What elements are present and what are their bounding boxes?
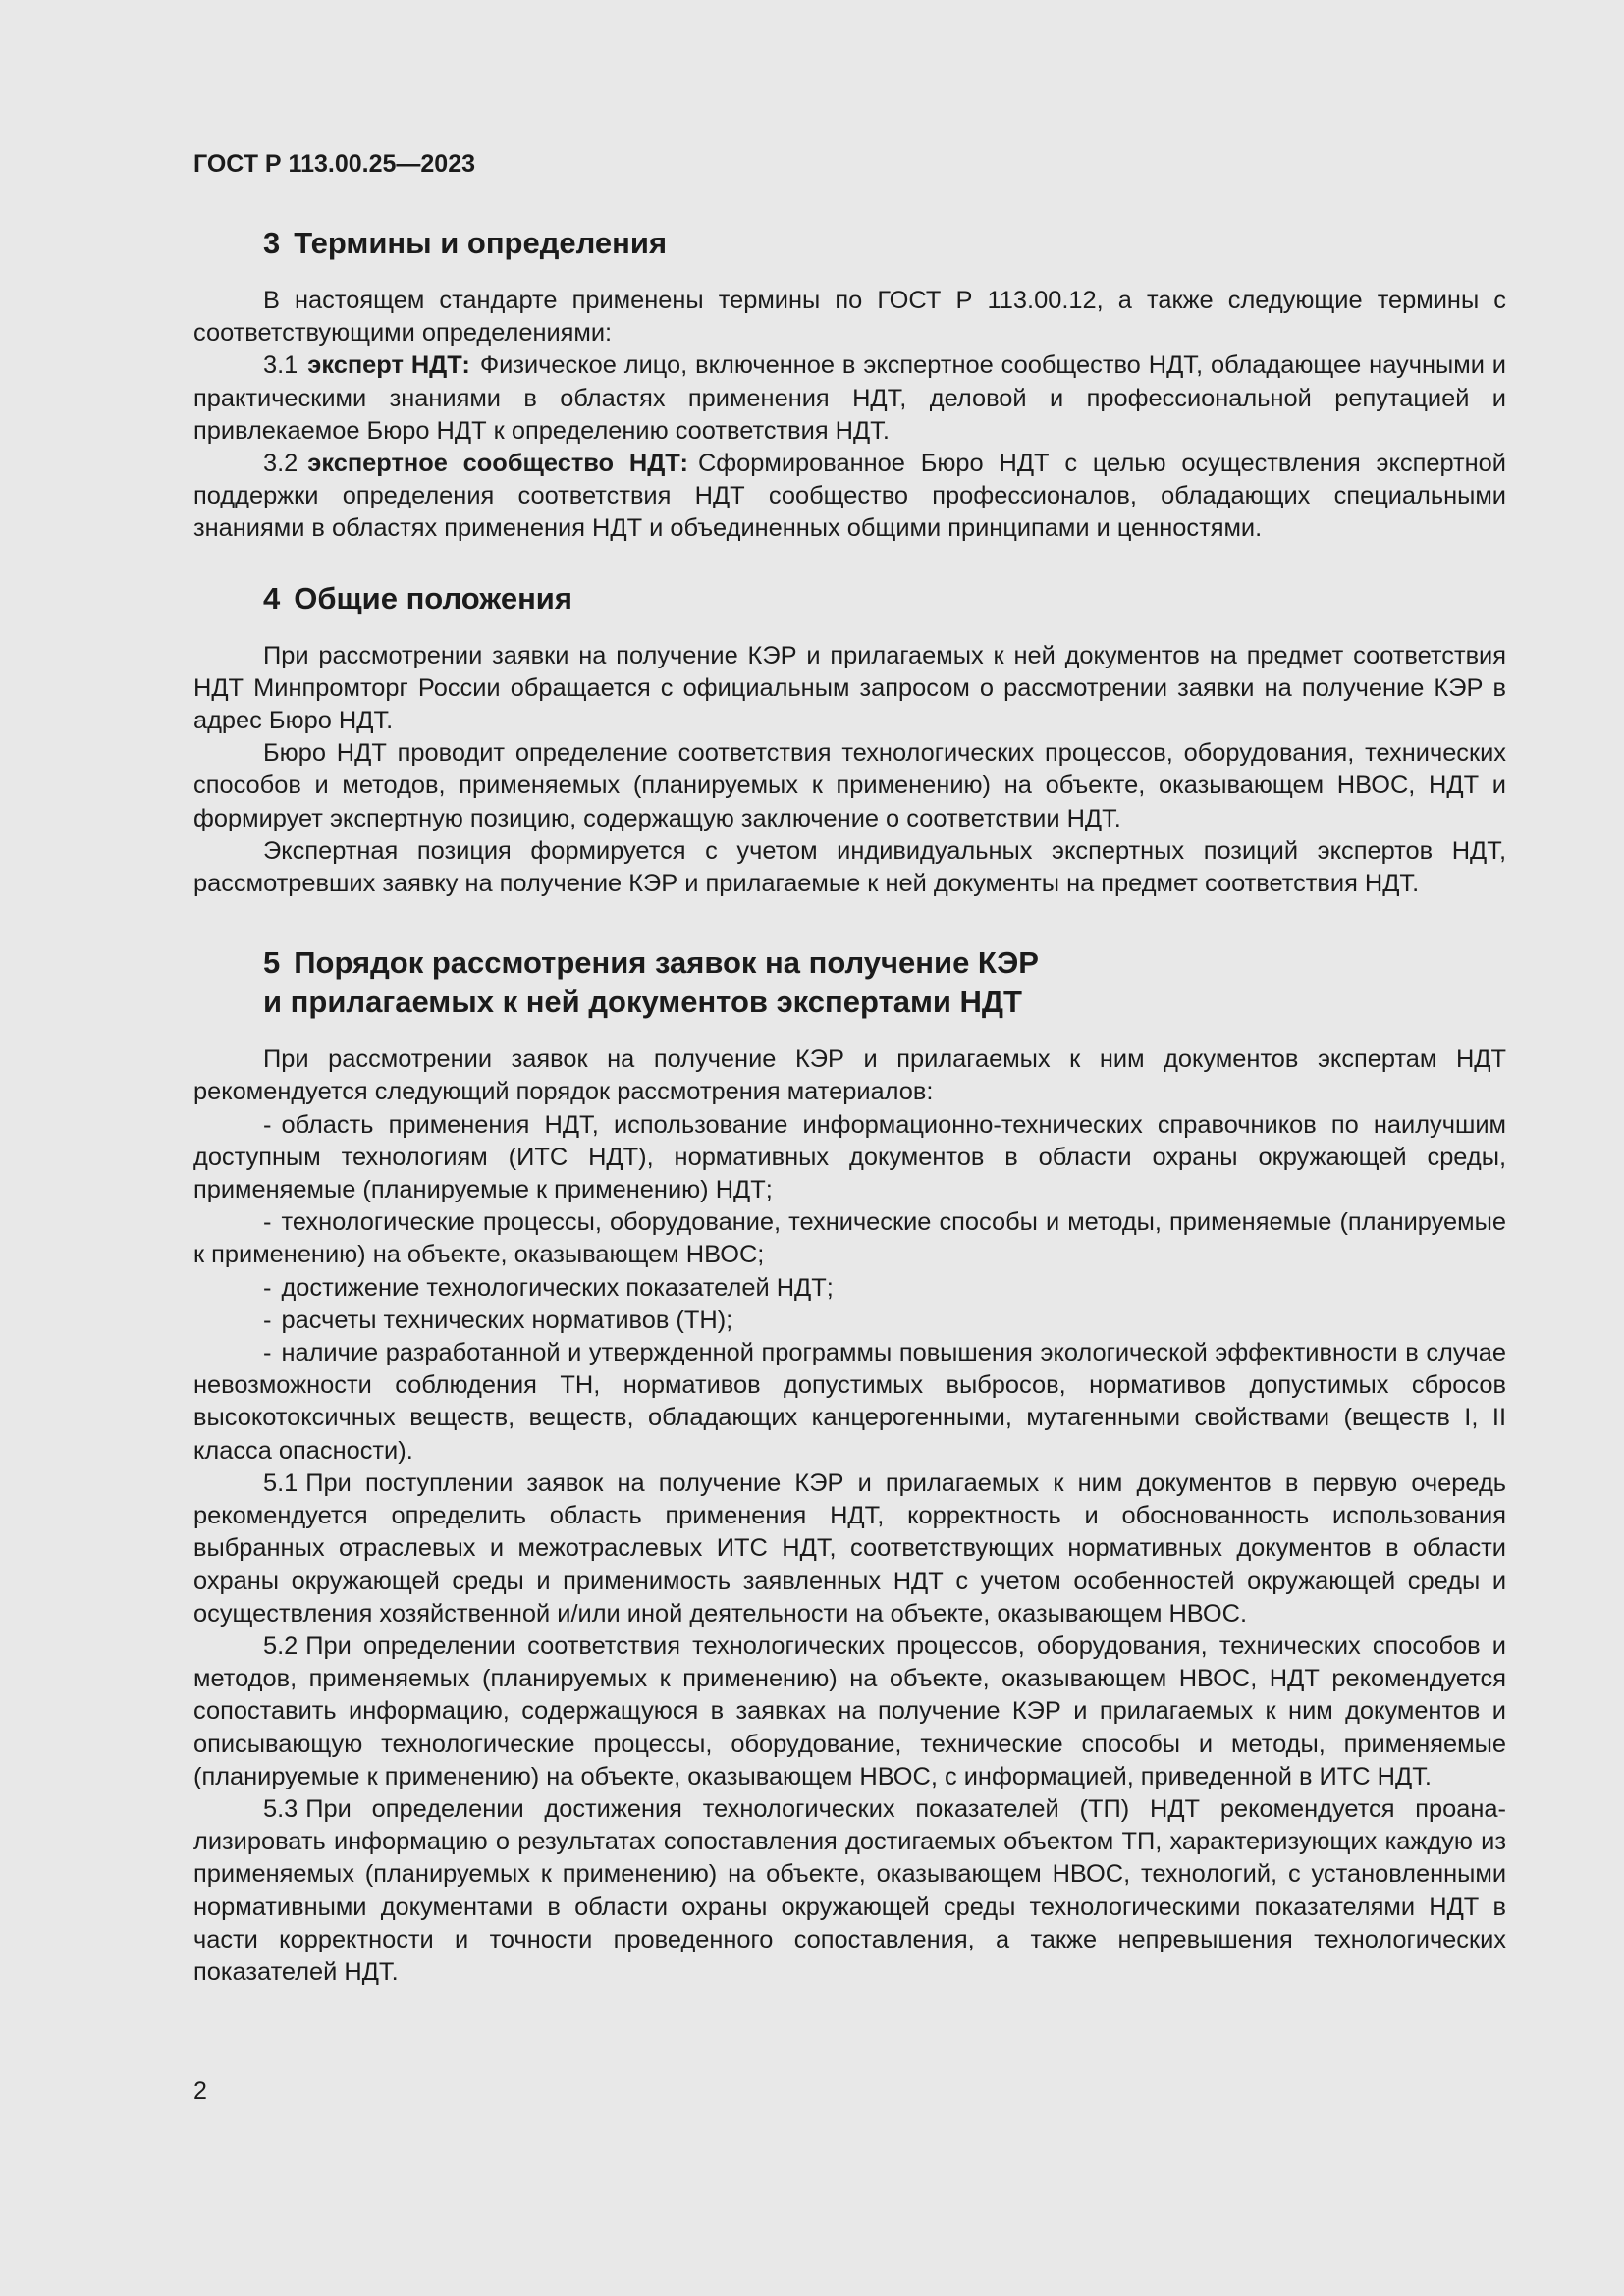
section-4-title <box>193 579 1506 618</box>
term-name: эксперт НДТ: <box>307 351 470 380</box>
clause-text: При поступлении заявок на получение КЭР и прилагаемых к ним документов в первую очередь рекомендуется определить область применения НДТ, корректность и обоснованность использования выбранных отраслевых и межотраслевых ИТС НДТ, соответствующих нормативных документов в области охраны окружающей среды и применимость заявленных НДТ с учетом особенностей окружающей среды и осуществления хозяйственной и/или иной деятельности на объекте, оказывающем НВОС. <box>193 1468 1506 1628</box>
section-number: 5 <box>263 945 281 981</box>
list-item-text: технологические процессы, оборудование, технические способы и методы, применяемые (планируемые к применению) на объекте, оказывающем НВОС; <box>193 1208 1506 1269</box>
list-dash: - <box>263 1339 272 1367</box>
section-title-line-2: и прилагаемых к ней документов экспертами НДТ <box>263 985 1022 1020</box>
term-definition: Сформированное Бюро НДТ с целью осуществления экспертной поддержки определения соответствия НДТ сообщество профессионалов, обладающих специальными знаниями в областях применения НДТ и объединенных общими принципами и ценностями. <box>193 450 1506 543</box>
clause-text: При определении достижения технологических показателей (ТП) НДТ рекомендуется проанализировать информацию о результатах сопоставления достигаемых объектом ТП, характеризующих каждую из применяемых (планируемых к применению) на объекте, оказывающем НВОС, технологий, с установленными нормативными документами в области охраны окружающей среды технологическими показателями НДТ в части корректности и точности проведенного сопоставления, а также непревышения технологических показателей НДТ. <box>193 1794 1506 1986</box>
section-title-line-1 <box>263 943 1506 983</box>
list-dash: - <box>263 1110 272 1139</box>
term-number: 3.1 <box>263 351 298 380</box>
document-page <box>193 147 1506 1989</box>
term-definition: Физическое лицо, включенное в экспертное сообщество НДТ, обладающее научными и практическими знаниями в областях применения НДТ, деловой и профессиональной репутацией и привлекаемое Бюро НДТ к определению соответствия НДТ. <box>193 351 1506 445</box>
section-number: 3 <box>263 226 281 260</box>
section-4-paragraph: Экспертная позиция формируется с учетом индивидуальных экспертных позиций экспертов НДТ, рассмотревших заявку на получение КЭР и прилагаемые к ней документы на предмет соответствия НДТ. <box>193 836 1506 898</box>
section-3-title <box>193 224 1506 263</box>
clause-5-3 <box>193 1793 1506 1989</box>
section-3-intro: В настоящем стандарте применены термины по ГОСТ Р 113.00.12, а также следующие термины с соответствующими определениями: <box>193 287 1506 347</box>
page-number: 2 <box>193 2077 207 2105</box>
list-item-text: область применения НДТ, использование информационно-технических справочников по наилучшим доступным технологиям (ИТС НДТ), нормативных документов в области охраны окружающей среды, применяемые (планируемые к применению) НДТ; <box>193 1110 1506 1204</box>
section-5-title <box>193 943 1506 1022</box>
section-5-intro: При рассмотрении заявок на получение КЭР и прилагаемых к ним документов экспертам НДТ рекомендуется следующий порядок рассмотрения материалов: <box>193 1045 1506 1106</box>
clause-5-2 <box>193 1630 1506 1793</box>
list-item <box>193 1305 1506 1337</box>
section-title-text: Порядок рассмотрения заявок на получение КЭР <box>294 945 1039 981</box>
section-title-text: Общие положения <box>294 580 572 615</box>
term-3-1 <box>193 349 1506 448</box>
list-item-text: достижение технологических показателей НДТ; <box>281 1273 834 1302</box>
list-item <box>193 1337 1506 1468</box>
list-dash: - <box>263 1208 272 1237</box>
clause-number: 5.2 <box>263 1631 298 1660</box>
list-dash: - <box>263 1306 272 1334</box>
list-item-text: наличие разработанной и утвержденной программы повышения экологической эффективности в случае невозможности соблюдения ТН, нормативов допустимых выбросов, нормативов допустимых сбросов высокотоксичных веществ, веществ, обладающих канцерогенными, мутагенными свойствами (веществ I, II класса опасности). <box>193 1339 1506 1465</box>
list-item-text: расчеты технических нормативов (ТН); <box>281 1306 733 1334</box>
clause-number: 5.1 <box>263 1468 298 1497</box>
term-name: экспертное сообщество НДТ: <box>307 450 688 478</box>
clause-number: 5.3 <box>263 1794 298 1823</box>
list-item <box>193 1109 1506 1207</box>
section-4-paragraph: Бюро НДТ проводит определение соответствия технологических процессов, оборудования, технических способов и методов, применяемых (планируемых к применению) на объекте, оказывающем НВОС, НДТ и формирует экспертную позицию, содержащую заключение о соответствии НДТ. <box>193 739 1506 832</box>
clause-text: При определении соответствия технологических процессов, оборудования, технических способов и методов, применяемых (планируемых к применению) на объекте, оказывающем НВОС, НДТ рекомендуется сопоставить информацию, содержащуюся в заявках на получение КЭР и прилагаемых к ним документов и описывающую технологические процессы, оборудование, технические способы и методы, применяемые (планируемые к применению) на объекте, оказывающем НВОС, с информацией, приведенной в ИТС НДТ. <box>193 1631 1506 1790</box>
list-item <box>193 1206 1506 1271</box>
section-4-paragraph: При рассмотрении заявки на получение КЭР и прилагаемых к ней документов на предмет соответствия НДТ Минпромторг России обращается с официальным запросом о рассмотрении заявки на получение КЭР в адрес Бюро НДТ. <box>193 641 1506 735</box>
document-code: ГОСТ Р 113.00.25—2023 <box>193 150 476 178</box>
clause-5-1 <box>193 1468 1506 1630</box>
term-number: 3.2 <box>263 450 298 478</box>
section-number: 4 <box>263 580 281 615</box>
term-3-2 <box>193 448 1506 546</box>
list-item <box>193 1272 1506 1305</box>
section-title-text: Термины и определения <box>294 226 668 260</box>
list-dash: - <box>263 1273 272 1302</box>
